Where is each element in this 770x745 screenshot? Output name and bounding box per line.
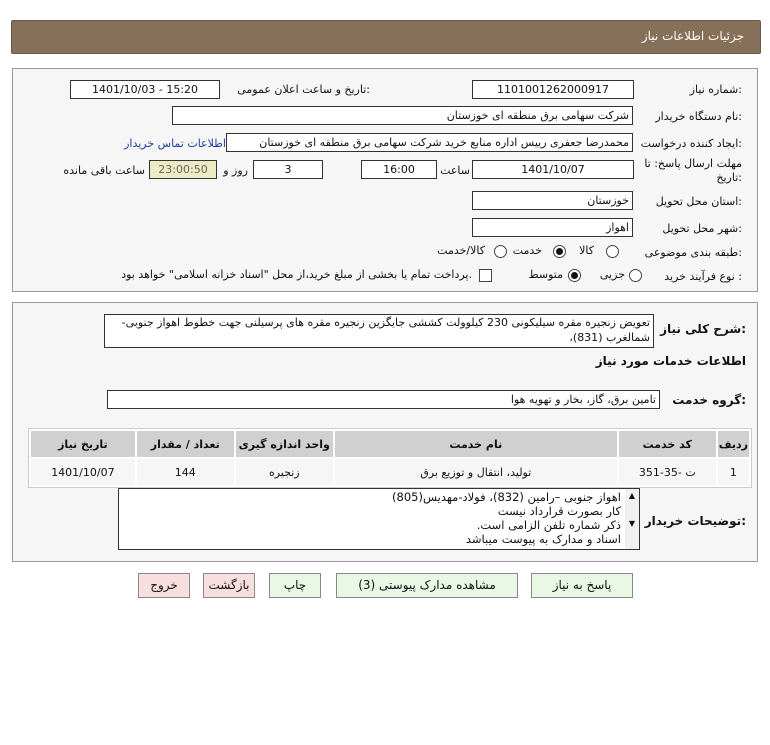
print-button[interactable]: چاپ (269, 573, 321, 598)
buyer-label: نام دستگاه خریدار: (655, 110, 742, 123)
col-qty: تعداد / مقدار (137, 431, 234, 457)
announce-field: 1401/10/03 - 15:20 (70, 80, 220, 99)
days-field: 3 (253, 160, 323, 179)
process-radio-minor[interactable] (629, 269, 642, 282)
col-date: تاریخ نیاز (31, 431, 135, 457)
category-radio-both[interactable] (494, 245, 507, 258)
view-attachments-button[interactable]: مشاهده مدارک پیوستی (3) (336, 573, 518, 598)
col-name: نام خدمت (335, 431, 617, 457)
cell-code: ت -35-351 (619, 459, 716, 485)
remaining-label: ساعت باقی مانده (63, 164, 145, 177)
deadline-time-field: 16:00 (361, 160, 437, 179)
buyer-notes-textarea[interactable] (118, 488, 640, 550)
category-radio-service[interactable] (553, 245, 566, 258)
note-line: ذکر شماره تلفن الزامی است. (476, 518, 621, 532)
service-group-field: تامین برق، گاز، بخار و تهویه هوا (107, 390, 660, 409)
category-option-goods: کالا (579, 244, 594, 257)
reply-button[interactable]: پاسخ به نیاز (531, 573, 633, 598)
services-section-title: اطلاعات خدمات مورد نیاز (595, 354, 746, 368)
note-line: کار بصورت قرارداد نیست (497, 504, 621, 518)
cell-qty: 144 (137, 459, 234, 485)
province-label: استان محل تحویل: (655, 195, 742, 208)
creator-field: محمدرضا جعفری رییس اداره منابع خرید شرکت سهامی برق منطقه ای خوزستان (226, 133, 633, 152)
process-label: نوع فرآیند خرید : (664, 270, 742, 283)
category-option-service: خدمت (512, 244, 542, 257)
table-header-row (31, 431, 749, 457)
exit-button[interactable]: خروج (138, 573, 190, 598)
announce-label: تاریخ و ساعت اعلان عمومی: (237, 83, 370, 96)
creator-label: ایجاد کننده درخواست: (640, 137, 742, 150)
page-title: جزئیات اطلاعات نیاز (641, 29, 744, 43)
need-number-field: 1101001262000917 (472, 80, 634, 99)
category-label: طبقه بندی موضوعی: (644, 246, 742, 259)
cell-row: 1 (718, 459, 749, 485)
process-option-minor: جزیی (599, 268, 625, 281)
deadline-label: مهلت ارسال پاسخ: تا تاریخ: (644, 157, 742, 184)
treasury-payment-checkbox[interactable] (479, 269, 492, 282)
col-code: کد خدمت (619, 431, 716, 457)
cell-name: تولید، انتقال و توزیع برق (335, 459, 617, 485)
process-radio-medium[interactable] (568, 269, 581, 282)
note-line: اهواز جنوبی –رامین (832)، فولاد-مهدیس(805) (392, 490, 621, 504)
description-label: شرح کلی نیاز: (660, 322, 746, 336)
notes-scrollbar[interactable]: ▲ ▼ (625, 489, 639, 549)
table-row (31, 459, 749, 485)
service-group-label: گروه خدمت: (672, 393, 746, 407)
city-field: اهواز (472, 218, 633, 237)
deadline-date-field: 1401/10/07 (472, 160, 634, 179)
cell-date: 1401/10/07 (31, 459, 135, 485)
col-unit: واحد اندازه گیری (236, 431, 333, 457)
need-number-label: شماره نیاز: (689, 83, 742, 96)
payment-note: پرداخت تمام یا بخشی از مبلغ خرید،از محل "اسناد خزانه اسلامی" خواهد بود. (121, 268, 472, 281)
col-row: ردیف (718, 431, 749, 457)
buyer-contact-link[interactable]: اطلاعات تماس خریدار (124, 137, 226, 150)
city-label: شهر محل تحویل: (662, 222, 742, 235)
buyer-notes-label: توضیحات خریدار: (644, 514, 746, 528)
back-button[interactable]: بازگشت (203, 573, 255, 598)
category-option-both: کالا/خدمت (437, 244, 485, 257)
category-radio-goods[interactable] (606, 245, 619, 258)
description-field: تعویض زنجیره مقره سیلیکونی 230 کیلوولت کششی جایگزین زنجیره مقره های پرسیلنی جهت خطوط اهواز جنوبی-شمالغرب (831)، (104, 314, 654, 348)
remaining-timer: 23:00:50 (149, 160, 217, 179)
province-field: خوزستان (472, 191, 633, 210)
buyer-field: شرکت سهامی برق منطقه ای خوزستان (172, 106, 633, 125)
cell-unit: زنجیره (236, 459, 333, 485)
days-label: روز و (223, 164, 248, 177)
services-table (28, 428, 752, 488)
note-line: اسناد و مدارک به پیوست میباشد (465, 532, 621, 546)
process-option-medium: متوسط (528, 268, 563, 281)
time-label: ساعت (440, 164, 470, 177)
page-header (11, 20, 761, 54)
